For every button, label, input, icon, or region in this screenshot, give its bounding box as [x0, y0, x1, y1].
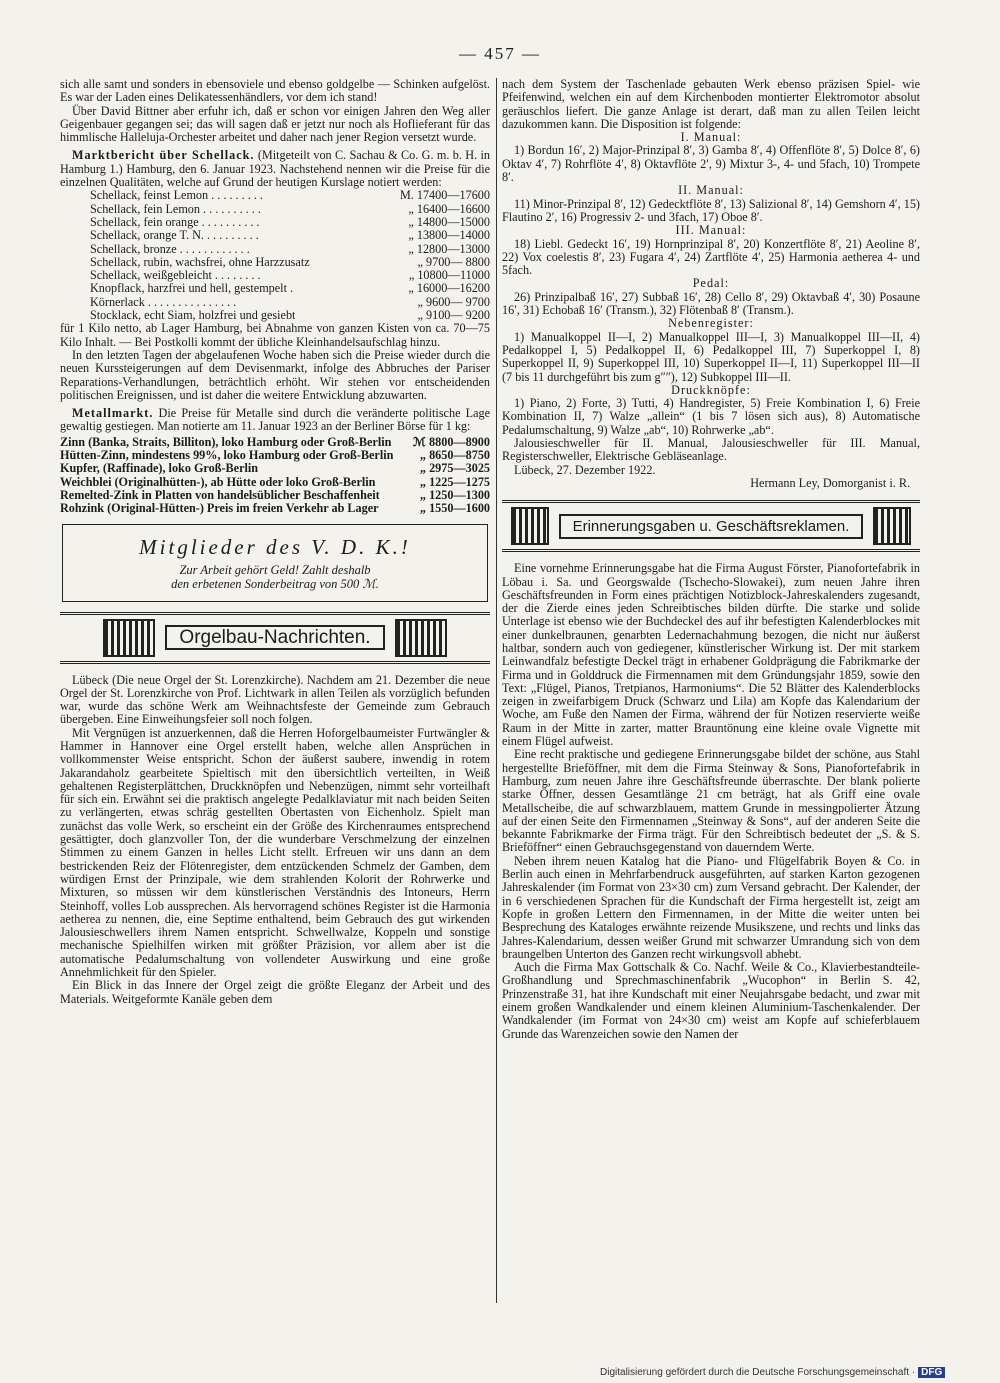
gift-paragraph-2: Eine recht praktische und gediegene Erinnerungsgabe bildet der schöne, aus Stahl hergestellte Brieföffner, mit dem die Firma Steinway & Sons, Pianofortefabrik in Hamburg, zum neuen Jahre ihre Geschäftsfreunde überraschte. Der blank polierte starke Öffner, dessen Gesamtlänge 21 cm beträgt, hat als Griff eine ovale Metallscheibe, die auf schwarzblauem, mattem Grunde in messingpolierter Ätzung auf der einen Seite den Firmennamen „Steinway & Sons“, auf der anderen Seite die bekannte Fabrikmarke der Firma trägt. Für den Schreibtisch bedeutet der „S. & S. Brieföffner“ einen Gebrauchsgegenstand von dauerndem Werte.: [502, 747, 920, 855]
price-row: [90, 243, 490, 256]
disposition-text: 1) Bordun 16′, 2) Major-Prinzipal 8′, 3) Gamba 8′, 4) Offenflöte 8′, 5) Dolce 8′, 6) Oktav 4′, 7) Rohrflöte 4′, 8) Oktavflöte 2′, 9) Mixtur 3-, 4- und 5fach, 10) Trompete 8′.: [502, 143, 920, 185]
price-item-value: „ 8650—8750: [419, 448, 490, 463]
disposition-closing: Jalousieschweller für II. Manual, Jalousieschweller für III. Manual, Registerschweller, Elektrische Gebläseanlage.: [502, 436, 920, 464]
disposition-intro: nach dem System der Taschenlade gebauten Werk ebenso präzisen Spiel- wie Pfeifenwind, welchen ein auf dem Kirchenboden montierter Elektromotor absolut geräuschlos liefert. Die ganze Anlage ist derart, daß man zu allen Teilen leicht dazukommen kann. Die Disposition ist folgende:: [502, 77, 920, 131]
price-item-value: „ 1225—1275: [419, 474, 490, 489]
orgelbau-heading: Orgelbau-Nachrichten.: [165, 625, 384, 650]
price-item-value: „ 1250—1300: [419, 487, 490, 502]
orgelbau-paragraph-3: Ein Blick in das Innere der Orgel zeigt die größte Eleganz der Arbeit und des Materials. Weitgeformte Kanäle geben dem: [60, 978, 490, 1006]
price-item-name: Zinn (Banka, Straits, Billiton), loko Hamburg oder Groß-Berlin: [60, 435, 392, 449]
price-row: [90, 282, 490, 295]
price-row: [90, 256, 490, 269]
price-item-value: „ 14800—15000: [408, 214, 490, 229]
price-row: [90, 309, 490, 322]
vdk-notice-line-2: den erbetenen Sonderbeitrag von 500 ℳ.: [171, 576, 379, 591]
ornament-left-icon: [103, 619, 155, 657]
left-column: [60, 78, 490, 1006]
vdk-notice-box: [62, 524, 488, 602]
disposition-text: 18) Liebl. Gedeckt 16′, 19) Hornprinzipal 8′, 20) Konzertflöte 8′, 21) Aeoline 8′, 22) Vox coelestis 8′, 23) Fugara 4′, 24) Zartflöte 4′, 25) Harmonia aetherea 4- und 5fach.: [502, 236, 920, 278]
price-item-value: „ 12800—13000: [408, 241, 490, 256]
dfg-logo: DFG: [918, 1367, 945, 1378]
shellac-intro-text: (Mitgeteilt von C. Sachau & Co. G. m. b. H. in Hamburg 1.) Hamburg, den 6. Januar 1923. Nachstehend nennen wir die Preise für die einzelnen Qualitäten, welche auf Grund der heutigen Kurslage notiert werden:: [60, 148, 491, 190]
vdk-notice-line-1: Zur Arbeit gehört Geld! Zahlt deshalb: [179, 562, 371, 577]
disposition-text: 1) Manualkoppel II—I, 2) Manualkoppel III—I, 3) Manualkoppel III—II, 4) Pedalkoppel I, 5) Pedalkoppel II, 6) Pedalkoppel III, 7) Superkoppel I, 8) Superkoppel II, 9) Superkoppel III, 10) Superkoppel II—I, 11) Superkoppel III—II (7 bis 11 durchgeführt bis zum g″″), 12) Subkoppel III—II.: [502, 329, 920, 384]
price-row: [90, 216, 490, 229]
disposition-text: 1) Piano, 2) Forte, 3) Tutti, 4) Handregister, 5) Freie Kombination I, 6) Freie Kombination II, 7) Walze „allein“ (1 bis 7 lösen sich aus), 8) Automatische Pedalumschaltung, 9) Walze „ab“, 10) Rohrwerke „ab“.: [502, 396, 920, 437]
metal-intro-text: Die Preise für Metalle sind durch die veränderte politische Lage gewaltig gestiegen. Man notierte am 11. Januar 1923 an der Berliner Börse für 1 kg:: [60, 406, 490, 434]
disposition-text: 11) Minor-Prinzipal 8′, 12) Gedecktflöte 8′, 13) Salizional 8′, 14) Gemshorn 4′, 15) Flautino 2′, 16) Progressiv 2- und 3fach, 17) Oboe 8′.: [502, 196, 920, 224]
price-item-value: M. 17400—17600: [399, 188, 490, 203]
price-row: [90, 229, 490, 242]
metal-price-list: [60, 436, 490, 516]
disposition-heading: Druckknöpfe:: [671, 382, 751, 397]
intro-paragraph-1: sich alle samt und sonders in ebensoviele und ebenso goldgelbe — Schinken aufgelöst. Es war der Laden eines Delikatessenhändlers, vor dem ich stand!: [60, 77, 490, 105]
erinnerungsgaben-heading: Erinnerungsgaben u. Geschäftsreklamen.: [559, 514, 864, 539]
price-item-name: Schellack, weißgebleicht . . . . . . . .: [90, 269, 261, 283]
price-item-value: „ 9700— 8800: [417, 254, 490, 269]
price-row: [90, 269, 490, 282]
price-item-value: „ 16400—16600: [408, 201, 490, 216]
shellac-after-1: für 1 Kilo netto, ab Lager Hamburg, bei Abnahme von ganzen Kisten von ca. 70—75 Kilo Inhalt. — Bei Postkolli kommt der übliche Kleinhandelsaufschlag hinzu.: [60, 321, 490, 349]
ornament-right-icon: [873, 507, 911, 545]
shellac-intro: [60, 149, 490, 189]
price-item-value: „ 9100— 9200: [417, 308, 490, 323]
digitization-footer: [600, 1367, 945, 1378]
price-item-name: Weichblei (Originalhütten-), ab Hütte oder loko Groß-Berlin: [60, 475, 376, 489]
price-item-name: Hütten-Zinn, mindestens 99%, loko Hamburg oder Groß-Berlin: [60, 449, 394, 463]
metal-intro: [60, 407, 490, 434]
vdk-notice-title: Mitglieder des V. D. K.!: [139, 534, 411, 559]
footer-text: Digitalisierung gefördert durch die Deutsche Forschungsgemeinschaft ·: [600, 1367, 916, 1378]
price-item-value: „ 1550—1600: [419, 501, 490, 516]
price-item-name: Schellack, fein Lemon . . . . . . . . . .: [90, 202, 261, 216]
price-item-name: Schellack, orange T. N. . . . . . . . . .: [90, 229, 259, 243]
disposition-text: 26) Prinzipalbaß 16′, 27) Subbaß 16′, 28) Cello 8′, 29) Oktavbaß 4′, 30) Posaune 16′, 31) Echobaß 16′ (Transm.), 32) Flötenbaß 8′ (Transm.).: [502, 289, 920, 318]
gift-paragraph-1: Eine vornehme Erinnerungsgabe hat die Firma August Förster, Pianofortefabrik in Löbau i. Sa. und Georgswalde (Tschecho-Slowakei), zum neuen Jahre ihren Geschäftsfreunden in Form eines prächtigen Notizblock-Jahreskalenders zugesandt, der die Zierde eines jeden Schreibtisches bilden dürfte. Die starke und solide Unterlage ist ebenso wie der Buchdeckel des auf ihr befestigten Kalenderblockes mit einer dunkelbraunen, genarbten Ledernachahmung bezogen, die nicht nur äußerst haltbar, sondern auch von gediegener, künstlerischer Wirkung ist. Der mit starkem Leinwandfalz befestigte Deckel trägt in erhabener Goldprägung die Fabrikmarke der Firma und in Golddruck die Firmennamen mit dem Gründungsjahr 1859, sowie den Text: „Flügel, Pianos, Tretpianos, Harmoniums“. Die 52 Blätter des Kalenderblocks zeigen in zweifarbigem Druck (Schwarz und Lila) am Kopfe das Kalendarium der Woche, am Fuße den Namen der Firma, während der für Notizen reservierte weiße Raum in der Mitte in zarter, matter Brauntönung eine kleine ovale Vignette mit einem Flügel aufweist.: [502, 561, 920, 749]
orgelbau-paragraph-1: Lübeck (Die neue Orgel der St. Lorenzkirche). Nachdem am 21. Dezember die neue Orgel der St. Lorenzkirche von Prof. Lichtwark in allen Teilen als vorzüglich befunden war, wurde das schöne Werk am Weihnachtsfeste der Gemeinde zum Gebrauch übergeben. Eine Einweihungsfeier soll noch folgen.: [60, 672, 490, 727]
price-row: [60, 489, 490, 502]
right-column: [502, 78, 920, 1041]
price-item-value: „ 10800—11000: [408, 268, 490, 283]
disposition-heading: III. Manual:: [675, 223, 747, 238]
price-item-value: „ 9600— 9700: [417, 294, 490, 309]
price-row: [60, 449, 490, 462]
disposition-heading: Nebenregister:: [668, 316, 754, 331]
shellac-heading: Marktbericht über Schellack.: [72, 148, 255, 163]
letter-date: Lübeck, 27. Dezember 1922.: [514, 462, 656, 477]
price-item-value: „ 16000—16200: [408, 281, 490, 296]
disposition-heading: Pedal:: [692, 276, 730, 291]
price-row: [60, 462, 490, 475]
ornament-left-icon: [511, 507, 549, 545]
gift-paragraph-3: Neben ihrem neuen Katalog hat die Piano- und Flügelfabrik Boyen & Co. in Berlin auch einen in Mehrfarbendruck ausgeführten, auf starken Karton gezogenen Jahreskalender (im Format von 23×30 cm) zum Versand gebracht. Der Kalender, der in 6 verschiedenen Sprachen für die Kundschaft der Firma hergestellt ist, zeigt am Kopfe in großen Lettern den Firmennamen, in der Mitte die weiter unten bei Besprechung des Kataloges erwähnte reizende Musikszene, und rechts und links das Jahres-Kalendarium, dessen weißer Grund mit schwarzer Umrandung sich von dem braungelben Unterton des Ganzen recht wirkungsvoll abhebt.: [502, 853, 920, 961]
intro-paragraph-2: Über David Bittner aber erfuhr ich, daß er schon vor einigen Jahren den Weg aller Geigenbauer gegangen sei; das will sagen daß er jetzt nur noch als Hoflieferant für das himmlische Halleluja-Orchester arbeitet und daher nach jener Region versetzt wurde.: [60, 103, 490, 145]
price-item-value: ℳ 8800—8900: [412, 434, 490, 449]
price-item-name: Kupfer, (Raffinade), loko Groß-Berlin: [60, 462, 259, 476]
ornament-right-icon: [395, 619, 447, 657]
gift-paragraph-4: Auch die Firma Max Gottschalk & Co. Nachf. Weile & Co., Klavierbestandteile-Großhandlung und Sprechmaschinenfabrik „Wucophon“ in Berlin S. 42, Prinzenstraße 31, hat ihre Kundschaft mit einer Neujahrsgabe bedacht, und zwar mit einem großen Wandkalender und einem kleinen Aluminium-Taschenkalender. Der Wandkalender (im Format von 24×30 cm) weist am Kopfe auf schieferblauem Grunde das Warenzeichen sowie den Namen der: [502, 960, 920, 1041]
page-number: — 457 —: [459, 44, 541, 63]
orgelbau-banner: [60, 612, 490, 664]
metal-heading: Metallmarkt.: [72, 406, 154, 421]
price-row: [90, 203, 490, 216]
orgelbau-paragraph-2: Mit Vergnügen ist anzuerkennen, daß die Herren Hoforgelbaumeister Furtwängler & Hammer in Hannover eine Orgel erstellt haben, welche allen Ansprüchen in vollkommenster Weise entspricht. Schon der äußerst saubere, inwendig in rotem Jakarandaholz gearbeitete Spieltisch mit den übersichtlich verteilten, in Weiß gehaltenen Registerplättchen, Druckknöpfen und Nebenzügen, nimmt sehr vorteilhaft für sich ein. Erwähnt sei die praktisch angelegte Pedalklaviatur mit nach beiden Seiten zu verlängerten, etwas schräg gestellten Obertasten von Eichenholz. Spielt man zunächst das volle Werk, so erscheint ein der Größe des Kirchenraumes entsprechend gesättigter, doch glanzvoller Ton, der die wunderbare Verschmelzung der einzelnen Stimmen zu einem Ganzen in helles Licht stellt. Erfreuen wir uns dann an dem bestrickenden Reiz der Flötenregister, dem entzückenden Schmelz der Gamben, dem würdigen Ernst der Prinzipale, wie dem strahlenden Kolorit der Rohrwerke und Mixturen, so müssen wir dem künstlerischen Verständnis des Intoneurs, Herrn Steinhoff, volles Lob aussprechen. Als hervorragend schönes Register ist die Harmonia aetherea zu nennen, die, eine Septime enthaltend, beim Gebrauch des gut wirkenden Jalousieschwellers ihrem Namen entspricht. Schwellwalze, Koppeln und sonstige mechanische Spielhilfen wirken mit größter Präzision, vor allem aber ist die automatische Pedalumschaltung von vollendeter Auswirkung und eine große Annehmlichkeit für den Spieler.: [60, 725, 490, 980]
price-item-value: „ 2975—3025: [419, 461, 490, 476]
price-item-name: Remelted-Zink in Platten von handelsüblicher Beschaffenheit: [60, 488, 380, 502]
disposition-heading: I. Manual:: [680, 130, 742, 145]
price-item-name: Schellack, fein orange . . . . . . . . . .: [90, 215, 260, 229]
price-item-value: „ 13800—14000: [408, 228, 490, 243]
price-item-name: Stocklack, echt Siam, holzfrei und gesiebt: [90, 309, 296, 323]
price-item-name: Schellack, bronze . . . . . . . . . . . .: [90, 242, 250, 256]
price-item-name: Schellack, feinst Lemon . . . . . . . . .: [90, 189, 263, 203]
shellac-price-list: [90, 189, 490, 322]
price-row: [90, 189, 490, 202]
erinnerungsgaben-banner: [502, 500, 920, 552]
price-item-name: Knopflack, harzfrei und hell, gestempelt .: [90, 282, 294, 296]
price-item-name: Rohzink (Original-Hütten-) Preis im freien Verkehr ab Lager: [60, 502, 379, 516]
price-row: [60, 436, 490, 449]
disposition-heading: II. Manual:: [678, 183, 744, 198]
price-item-name: Schellack, rubin, wachsfrei, ohne Harzzusatz: [90, 255, 310, 269]
price-row: [60, 502, 490, 515]
price-row: [60, 476, 490, 489]
column-divider: [496, 78, 497, 1303]
shellac-after-2: In den letzten Tagen der abgelaufenen Woche haben sich die Preise wieder durch die neuen Kurssteigerungen auf dem Devisenmarkt, infolge des Abbruches der Pariser Reparations-Verhandlungen, beträchtlich erhöht. Wir stehen vor entscheidenden politischen Ereignissen, und ist daher die weitere Entwicklung abzuwarten.: [60, 347, 490, 402]
letter-signature: Hermann Ley, Domorganist i. R.: [750, 475, 910, 490]
price-item-name: Körnerlack . . . . . . . . . . . . . . .: [90, 295, 237, 309]
price-row: [90, 296, 490, 309]
